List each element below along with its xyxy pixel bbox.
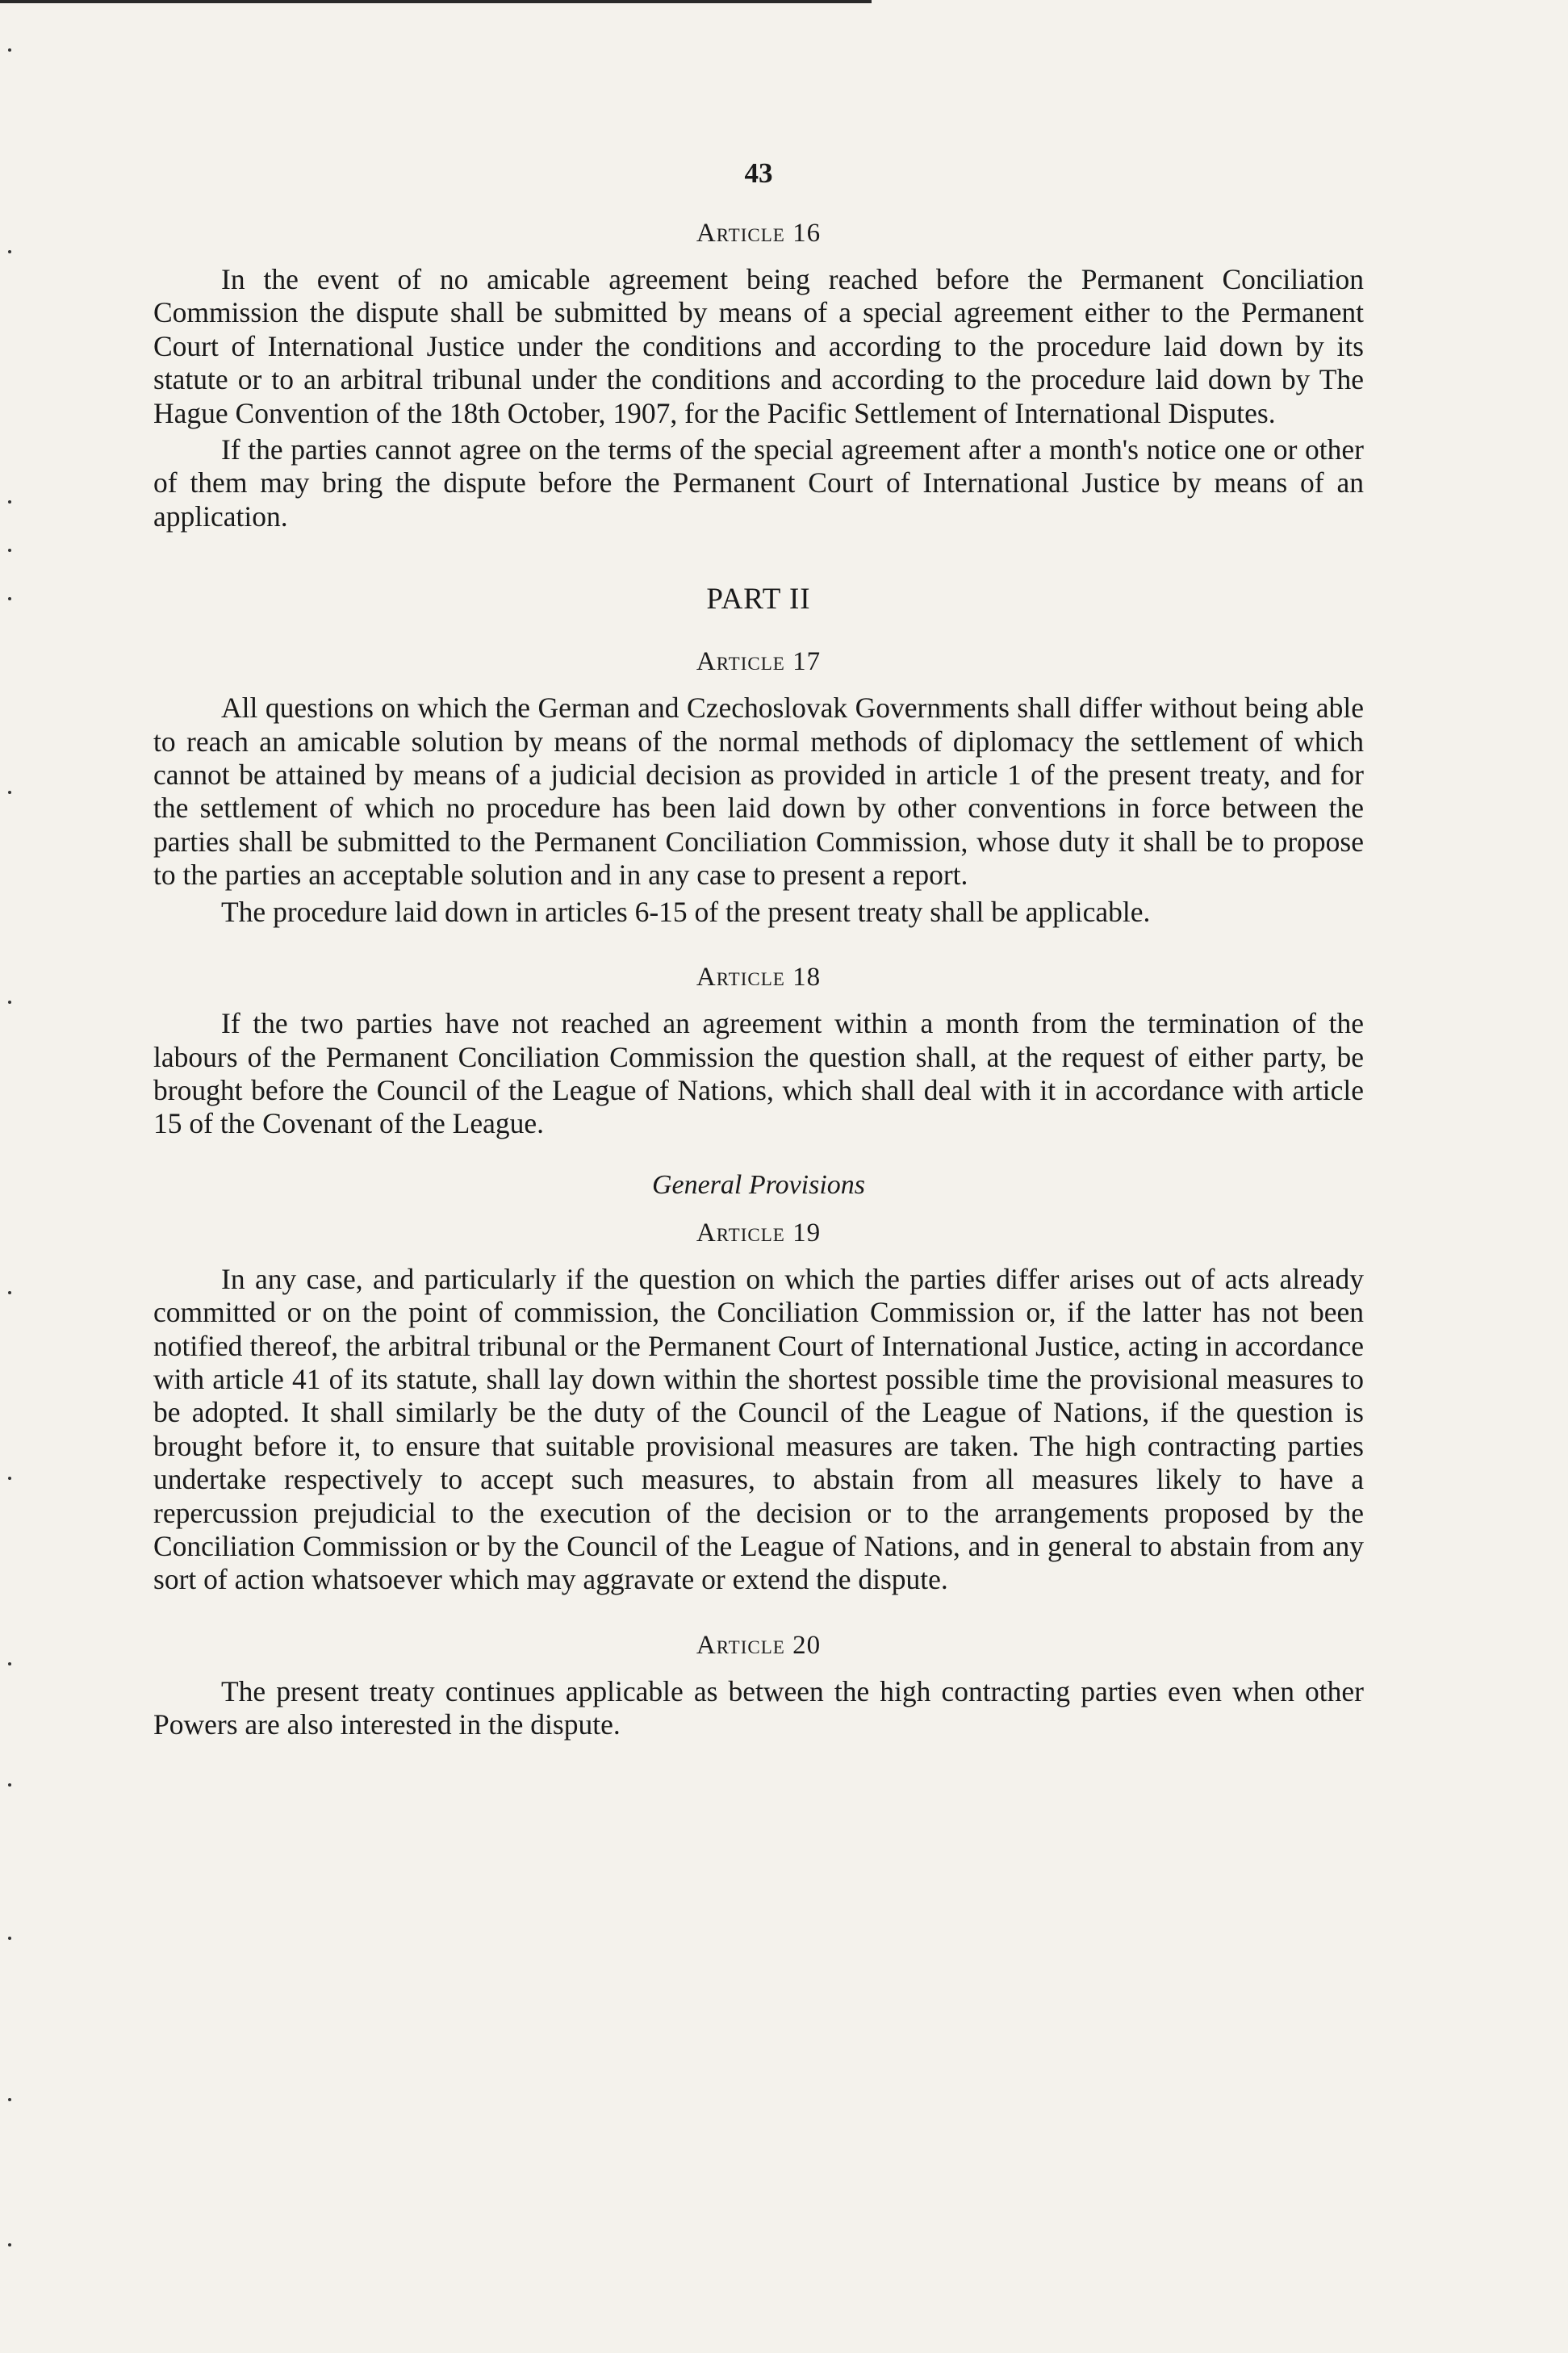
scan-mark bbox=[8, 1937, 11, 1940]
article-block bbox=[153, 647, 1364, 929]
article-heading: Article 17 bbox=[696, 647, 822, 677]
document-page bbox=[153, 157, 1364, 1742]
scan-mark bbox=[8, 1662, 11, 1665]
scan-edge-marks bbox=[0, 0, 18, 2353]
top-border-rule bbox=[0, 0, 872, 3]
article-block bbox=[153, 963, 1364, 1141]
scan-mark bbox=[8, 48, 11, 52]
article-paragraph: All questions on which the German and Czechoslovak Governments shall differ without being able to reach an amicable solution by means of the normal methods of diplomacy the settlement of which cannot be attained by means of a judicial decision as provided in article 1 of the present treaty, and for the settlement of which no procedure has been laid down by other conventions in force between the parties shall be submitted to the Permanent Conciliation Commission, whose duty it shall be to propose to the parties an acceptable solution and in any case to present a report. bbox=[153, 692, 1364, 892]
scan-mark bbox=[8, 1783, 11, 1787]
article-heading: Article 16 bbox=[696, 219, 822, 248]
article-paragraph: In the event of no amicable agreement being reached before the Permanent Conciliation Commission the dispute shall be submitted by means of a special agreement either to the Permanent Court of International Justice under the conditions and according to the procedure laid down by its statute or to an arbitral tribunal under the conditions and according to the procedure laid down by The Hague Convention of the 18th October, 1907, for the Pacific Settlement of International Disputes. bbox=[153, 263, 1364, 429]
scan-mark bbox=[8, 1477, 11, 1480]
article-paragraph: If the parties cannot agree on the terms of the special agreement after a month's notice one or other of them may bring the dispute before the Permanent Court of International Justice by means of an application. bbox=[153, 433, 1364, 533]
article-paragraph: The procedure laid down in articles 6-15 of the present treaty shall be applicable. bbox=[221, 895, 1151, 928]
article-paragraph: If the two parties have not reached an agreement within a month from the termination of the labours of the Permanent Conciliation Commission the question shall, at the request of either party, be brought before the Council of the League of Nations, which shall deal with it in accordance with article 15 of the Covenant of the League. bbox=[153, 1007, 1364, 1140]
page-number: 43 bbox=[744, 157, 773, 189]
scan-mark bbox=[8, 549, 11, 552]
scan-mark bbox=[8, 791, 11, 794]
article-block bbox=[153, 1631, 1364, 1742]
general-provisions-heading: General Provisions bbox=[651, 1169, 866, 1200]
scan-mark bbox=[8, 250, 11, 253]
articles-section-3 bbox=[153, 1218, 1364, 1742]
article-heading: Article 18 bbox=[696, 963, 822, 993]
article-heading: Article 19 bbox=[696, 1218, 822, 1248]
articles-section-2 bbox=[153, 647, 1364, 1140]
articles-section-1 bbox=[153, 219, 1364, 533]
scan-mark bbox=[8, 1001, 11, 1004]
part-heading: PART II bbox=[706, 583, 811, 616]
article-block bbox=[153, 219, 1364, 533]
article-heading: Article 20 bbox=[696, 1630, 822, 1660]
scan-mark bbox=[8, 2243, 11, 2246]
article-paragraph: In any case, and particularly if the question on which the parties differ arises out of acts already committed or on the point of commission, the Conciliation Commission or, if the latter has not been notified thereof, the arbitral tribunal or the Permanent Court of International Justice, acting in accordance with article 41 of its statute, shall lay down within the shortest possible time the provisional measures to be adopted. It shall similarly be the duty of the Council of the League of Nations, if the question is brought before it, to ensure that suitable provisional measures are taken. The high contracting parties undertake respectively to accept such measures, to abstain from all measures likely to have a repercussion prejudicial to the execution of the decision or to the arrangements proposed by the Conciliation Commission or by the Council of the League of Nations, and in general to abstain from any sort of action whatsoever which may aggravate or extend the dispute. bbox=[153, 1262, 1364, 1596]
scan-mark bbox=[8, 597, 11, 600]
scan-mark bbox=[8, 500, 11, 504]
scan-mark bbox=[8, 2098, 11, 2101]
article-block bbox=[153, 1218, 1364, 1597]
article-paragraph: The present treaty continues applicable as between the high contracting parties even when other Powers are also interested in the dispute. bbox=[153, 1674, 1364, 1741]
scan-mark bbox=[8, 1291, 11, 1294]
